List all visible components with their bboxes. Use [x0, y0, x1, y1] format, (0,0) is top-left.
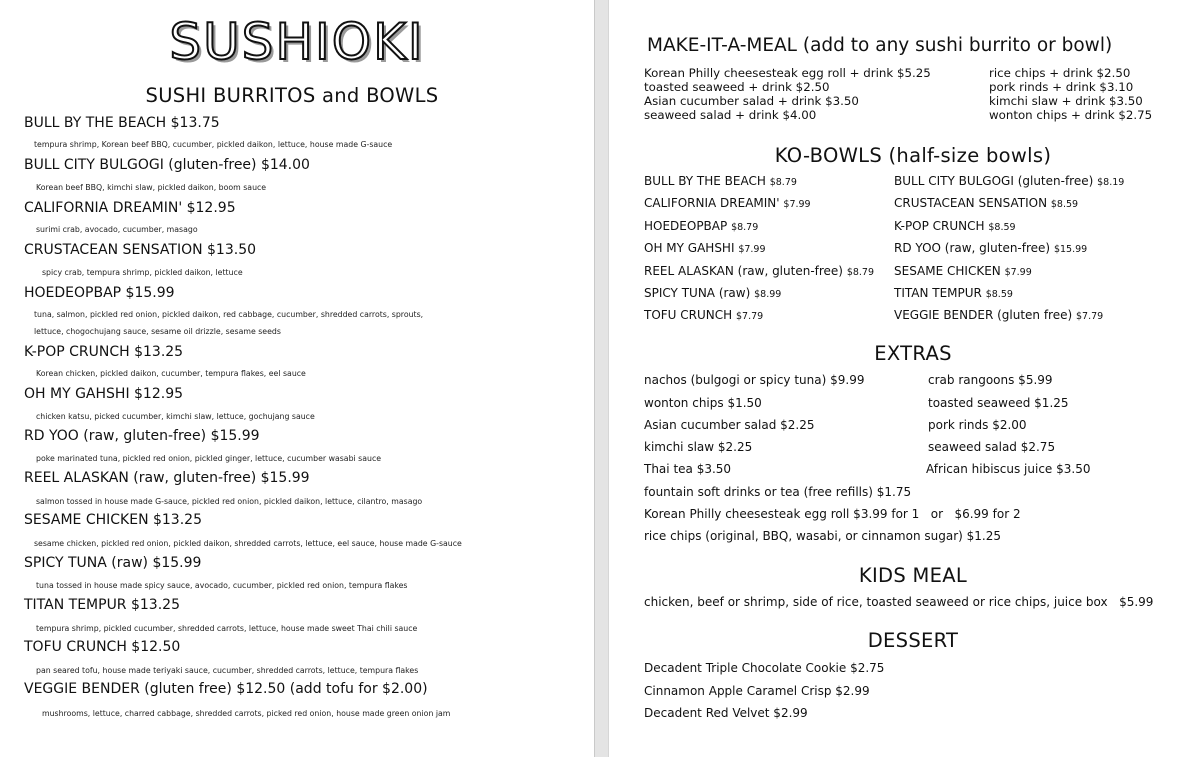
kobowl-item — [894, 241, 1087, 255]
burrito-desc: Korean beef BBQ, kimchi slaw, pickled daikon, boom sauce — [36, 183, 267, 192]
burrito-desc: tempura shrimp, pickled cucumber, shredded carrots, lettuce, house made sweet Thai chili sauce — [36, 624, 418, 633]
kobowl-item — [644, 264, 874, 278]
meal-item: kimchi slaw + drink $3.50 — [989, 94, 1143, 108]
kids-heading: KIDS MEAL — [858, 564, 968, 587]
kobowl-price: $8.79 — [769, 177, 797, 188]
kobowl-price: $7.79 — [735, 311, 764, 322]
page-divider — [594, 0, 609, 757]
kobowl-item — [644, 196, 811, 210]
burrito-name: REEL ALASKAN (raw, gluten-free) $15.99 — [24, 470, 310, 486]
burrito-name: OH MY GAHSHI $12.95 — [24, 386, 184, 402]
extras-item: kimchi slaw $2.25 — [644, 440, 753, 454]
burrito-name: TOFU CRUNCH $12.50 — [24, 639, 181, 655]
kobowl-name: HOEDEOPBAP — [644, 219, 728, 233]
burrito-desc: mushrooms, lettuce, charred cabbage, shredded carrots, picked red onion, house made green onion jam — [42, 709, 451, 718]
kobowl-name: TITAN TEMPUR — [894, 286, 982, 300]
menu-page-left — [0, 0, 594, 757]
kobowl-item — [894, 308, 1103, 322]
kobowl-price: $7.99 — [738, 244, 766, 255]
meal-item: wonton chips + drink $2.75 — [989, 108, 1153, 122]
kobowl-price: $8.99 — [754, 289, 782, 300]
burrito-desc: pan seared tofu, house made teriyaki sauce, cucumber, shredded carrots, lettuce, tempura flakes — [36, 666, 419, 675]
kobowl-price: $8.59 — [985, 289, 1013, 300]
kobowl-item — [894, 196, 1078, 210]
burrito-desc: tuna tossed in house made spicy sauce, avocado, cucumber, pickled red onion, tempura flakes — [36, 581, 408, 590]
meal-heading: MAKE-IT-A-MEAL (add to any sushi burrito or bowl) — [647, 35, 1113, 56]
kobowl-name: REEL ALASKAN (raw, gluten-free) — [644, 264, 843, 278]
kobowl-price: $8.59 — [1050, 199, 1079, 210]
meal-item: Korean Philly cheesesteak egg roll + drink $5.25 — [644, 66, 931, 80]
burrito-name: RD YOO (raw, gluten-free) $15.99 — [24, 428, 260, 444]
kobowl-price: $7.79 — [1076, 311, 1104, 322]
burrito-desc: sesame chicken, pickled red onion, pickled daikon, shredded carrots, lettuce, eel sauce, house made G-sauce — [34, 539, 462, 548]
meal-item: rice chips + drink $2.50 — [989, 66, 1131, 80]
extras-item: Thai tea $3.50 — [644, 462, 732, 476]
burrito-desc: Korean chicken, pickled daikon, cucumber, tempura flakes, eel sauce — [36, 369, 306, 378]
burrito-name: K-POP CRUNCH $13.25 — [24, 344, 184, 360]
burritos-heading: SUSHI BURRITOS and BOWLS — [145, 84, 439, 107]
extras-heading: EXTRAS — [874, 342, 952, 365]
extras-item: nachos (bulgogi or spicy tuna) $9.99 — [644, 373, 865, 387]
kobowl-item — [644, 219, 758, 233]
extras-item: African hibiscus juice $3.50 — [926, 462, 1091, 476]
kobowl-price: $8.19 — [1097, 177, 1125, 188]
extras-item: Korean Philly cheesesteak egg roll $3.99 for 1 or $6.99 for 2 — [644, 507, 1021, 521]
burrito-desc: poke marinated tuna, pickled red onion, pickled ginger, lettuce, cucumber wasabi sauce — [36, 454, 382, 463]
logo: SUSHIOKI — [169, 13, 425, 71]
kobowl-item — [644, 174, 797, 188]
burrito-desc: salmon tossed in house made G-sauce, pickled red onion, pickled daikon, lettuce, cilantro, masago — [36, 497, 423, 506]
burrito-name: BULL CITY BULGOGI (gluten-free) $14.00 — [24, 157, 310, 173]
kobowl-name: CRUSTACEAN SENSATION — [894, 196, 1048, 210]
burrito-name: HOEDEOPBAP $15.99 — [24, 285, 175, 301]
extras-item: Asian cucumber salad $2.25 — [644, 418, 815, 432]
kobowl-name: K-POP CRUNCH — [894, 219, 985, 233]
kobowl-price: $8.59 — [988, 222, 1016, 233]
burrito-desc: lettuce, chogochujang sauce, sesame oil drizzle, sesame seeds — [34, 327, 281, 336]
kobowl-price: $15.99 — [1053, 244, 1088, 255]
burrito-desc: tuna, salmon, pickled red onion, pickled daikon, red cabbage, cucumber, shredded carrots, sprouts, — [34, 310, 424, 319]
menu-page-right — [609, 0, 1200, 757]
extras-item: crab rangoons $5.99 — [928, 373, 1053, 387]
burrito-name: SESAME CHICKEN $13.25 — [24, 512, 202, 528]
meal-item: Asian cucumber salad + drink $3.50 — [644, 94, 859, 108]
kobowl-price: $7.99 — [1004, 267, 1032, 278]
extras-item: pork rinds $2.00 — [928, 418, 1027, 432]
kobowls-heading: KO-BOWLS (half-size bowls) — [774, 144, 1052, 167]
kobowl-name: TOFU CRUNCH — [644, 308, 733, 322]
extras-item: rice chips (original, BBQ, wasabi, or cinnamon sugar) $1.25 — [644, 529, 1001, 543]
kobowl-name: SPICY TUNA (raw) — [644, 286, 751, 300]
kobowl-name: SESAME CHICKEN — [894, 264, 1001, 278]
burrito-desc: spicy crab, tempura shrimp, pickled daikon, lettuce — [42, 268, 243, 277]
kobowl-price: $8.79 — [731, 222, 759, 233]
kobowl-item — [894, 286, 1013, 300]
dessert-heading: DESSERT — [867, 629, 959, 652]
kobowl-item — [894, 174, 1124, 188]
burrito-desc: tempura shrimp, Korean beef BBQ, cucumber, pickled daikon, lettuce, house made G-sauce — [34, 140, 393, 149]
meal-item: seaweed salad + drink $4.00 — [644, 108, 817, 122]
burrito-name: TITAN TEMPUR $13.25 — [24, 597, 180, 613]
extras-item: fountain soft drinks or tea (free refills) $1.75 — [644, 485, 912, 499]
meal-item: toasted seaweed + drink $2.50 — [644, 80, 830, 94]
kobowl-name: BULL BY THE BEACH — [644, 174, 766, 188]
burrito-desc: surimi crab, avocado, cucumber, masago — [36, 225, 198, 234]
dessert-item: Decadent Red Velvet $2.99 — [644, 706, 808, 720]
dessert-item: Cinnamon Apple Caramel Crisp $2.99 — [644, 684, 870, 698]
kobowl-name: CALIFORNIA DREAMIN' — [644, 196, 780, 210]
dessert-item: Decadent Triple Chocolate Cookie $2.75 — [644, 661, 885, 675]
kobowl-item — [894, 219, 1016, 233]
kobowl-price: $7.99 — [783, 199, 811, 210]
extras-item: wonton chips $1.50 — [644, 396, 762, 410]
meal-item: pork rinds + drink $3.10 — [989, 80, 1134, 94]
kobowl-name: BULL CITY BULGOGI (gluten-free) — [894, 174, 1094, 188]
kobowl-name: RD YOO (raw, gluten-free) — [894, 241, 1051, 255]
kobowl-item — [644, 308, 763, 322]
kobowl-item — [644, 286, 781, 300]
burrito-name: SPICY TUNA (raw) $15.99 — [24, 555, 202, 571]
kobowl-name: OH MY GAHSHI — [644, 241, 735, 255]
burrito-name: CALIFORNIA DREAMIN' $12.95 — [24, 200, 236, 216]
kobowl-item — [894, 264, 1032, 278]
kobowl-item — [644, 241, 766, 255]
kobowl-price: $8.79 — [846, 267, 875, 278]
extras-item: seaweed salad $2.75 — [928, 440, 1056, 454]
burrito-name: BULL BY THE BEACH $13.75 — [24, 115, 220, 131]
kobowl-name: VEGGIE BENDER (gluten free) — [894, 308, 1073, 322]
extras-item: toasted seaweed $1.25 — [928, 396, 1069, 410]
kids-meal-line: chicken, beef or shrimp, side of rice, toasted seaweed or rice chips, juice box $5.99 — [644, 595, 1154, 609]
burrito-name: CRUSTACEAN SENSATION $13.50 — [24, 242, 257, 258]
burrito-name: VEGGIE BENDER (gluten free) $12.50 (add tofu for $2.00) — [24, 681, 428, 697]
burrito-desc: chicken katsu, picked cucumber, kimchi slaw, lettuce, gochujang sauce — [36, 412, 315, 421]
